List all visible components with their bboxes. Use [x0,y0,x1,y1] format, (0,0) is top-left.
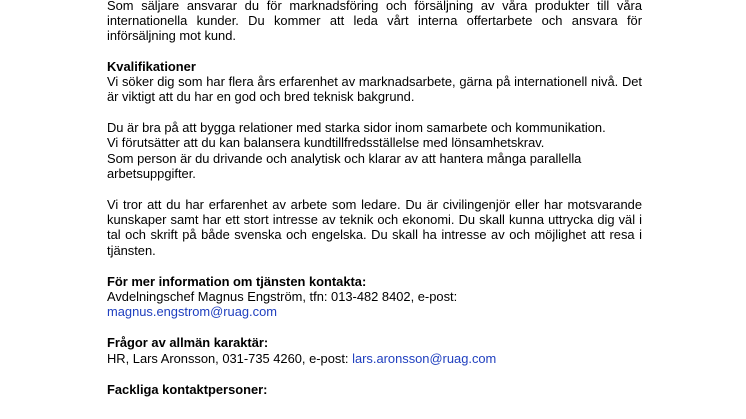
union-contacts-heading: Fackliga kontaktpersoner: [107,381,268,397]
contact-info-heading: För mer information om tjänsten kontakta: [107,273,367,289]
qualifications-paragraph-3: Vi tror att du har erfarenhet av arbete som ledare. Du är civilingenjör eller har motsvarande kunskaper samt har ett stort intresse av teknik och ekonomi. Du skall kunna uttrycka dig väl i tal och skrift på både svenska och engelska. Du skall ha intresse av och möjlighet att resa i tjänsten. [107,197,642,258]
qualifications-section [107,59,642,105]
contact-email-link[interactable]: magnus.engstrom@ruag.com [107,304,277,320]
contact-info-section [107,274,642,320]
general-questions-text: HR, Lars Aronsson, 031-735 4260, e-post: [107,350,349,366]
general-questions-email-link[interactable]: lars.aronsson@ruag.com [352,350,497,366]
general-questions-section [107,335,642,365]
union-contacts-section [107,382,642,397]
intro-paragraph: Som säljare ansvarar du för marknadsföring och försäljning av våra produkter till våra internationella kunder. Du kommer att leda vårt interna offertarbete och ansvara för införsäljning mot kund. [107,0,642,44]
general-questions-heading: Frågor av allmän karaktär: [107,335,269,351]
qualifications-paragraph-1: Vi söker dig som har flera års erfarenhet av marknadsarbete, gärna på internationell nivå. Det är viktigt att du har en god och bred teknisk bakgrund. [107,73,642,105]
qualifications-paragraph-2-line-1: Du är bra på att bygga relationer med starka sidor inom samarbete och kommunikation. [107,120,606,136]
qualifications-paragraph-2-line-2: Vi förutsätter att du kan balansera kundtillfredsställelse med lönsamhetskrav. [107,135,545,151]
job-ad-document [107,0,642,397]
contact-info-text: Avdelningschef Magnus Engström, tfn: 013-482 8402, e-post: [107,289,458,305]
qualifications-heading: Kvalifikationer [107,58,196,74]
qualifications-paragraph-2 [107,120,642,181]
qualifications-paragraph-2-line-3: Som person är du drivande och analytisk och klarar av att hantera många parallella arbetsuppgifter. [107,150,582,181]
general-questions-line [107,351,642,366]
